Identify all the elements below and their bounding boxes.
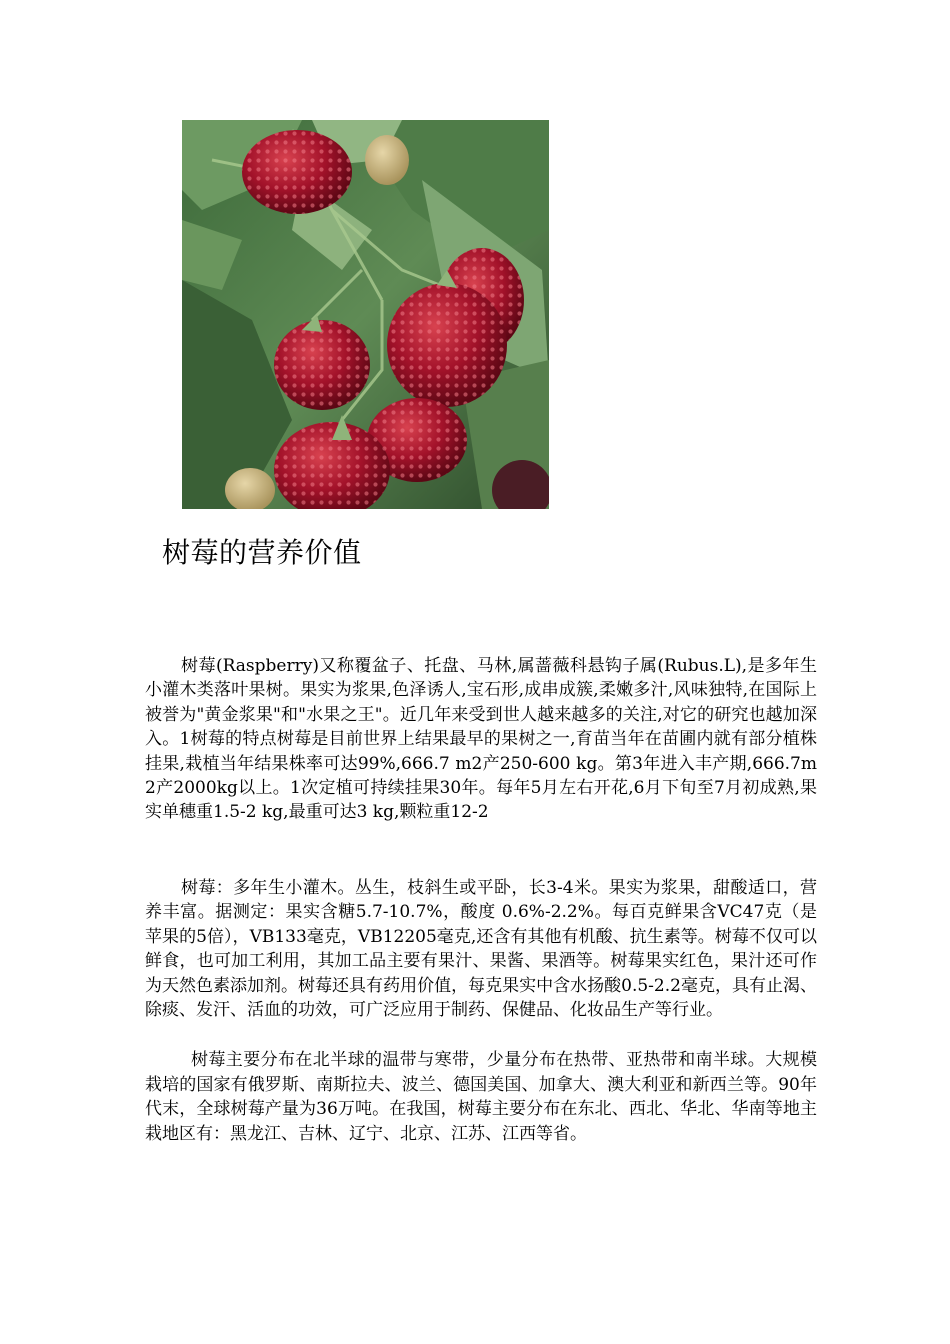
paragraph-distribution: 树莓主要分布在北半球的温带与寒带，少量分布在热带、亚热带和南半球。大规模栽培的国家有俄罗斯、南斯拉夫、波兰、德国美国、加拿大、澳大利亚和新西兰等。90年代末，全球树莓产量为36万吨。在我国，树莓主要分布在东北、西北、华北、华南等地主栽地区有：黑龙江、吉林、辽宁、北京、江苏、江西等省。: [145, 1050, 817, 1144]
raspberry-photo: [182, 120, 549, 509]
paragraph-intro: 树莓(Raspberry)又称覆盆子、托盘、马林,属蔷薇科悬钩子属(Rubus.L),是多年生小灌木类落叶果树。果实为浆果,色泽诱人,宝石形,成串成簇,柔嫩多汁,风味独特,在国际上被誉为"黄金浆果"和"水果之王"。近几年来受到世人越来越多的关注,对它的研究也越加深入。1树莓的特点树莓是目前世界上结果最早的果树之一,育苗当年在苗圃内就有部分植株挂果,栽植当年结果株率可达99%,666.7 m2产250-600 kg。第3年进入丰产期,666.7m2产2000kg以上。1次定植可持续挂果30年。每年5月左右开花,6月下旬至7月初成熟,果实单穗重1.5-2 kg,最重可达3 kg,颗粒重12-2: [145, 656, 817, 823]
paragraph-nutrition: 树莓：多年生小灌木。丛生，枝斜生或平卧，长3-4米。果实为浆果，甜酸适口，营养丰富。据测定：果实含糖5.7-10.7%，酸度 0.6%-2.2%。每百克鲜果含VC47克（是苹果的5倍），VB133毫克，VB12205毫克,还含有其他有机酸、抗生素等。树莓不仅可以鲜食，也可加工利用，其加工品主要有果汁、果酱、果酒等。树莓果实红色，果汁还可作为天然色素添加剂。树莓还具有药用价值，每克果实中含水扬酸0.5-2.2毫克，具有止渴、除痰、发汗、活血的功效，可广泛应用于制药、保健品、化妆品生产等行业。: [145, 878, 817, 1021]
page-title: 树莓的营养价值: [162, 536, 362, 569]
